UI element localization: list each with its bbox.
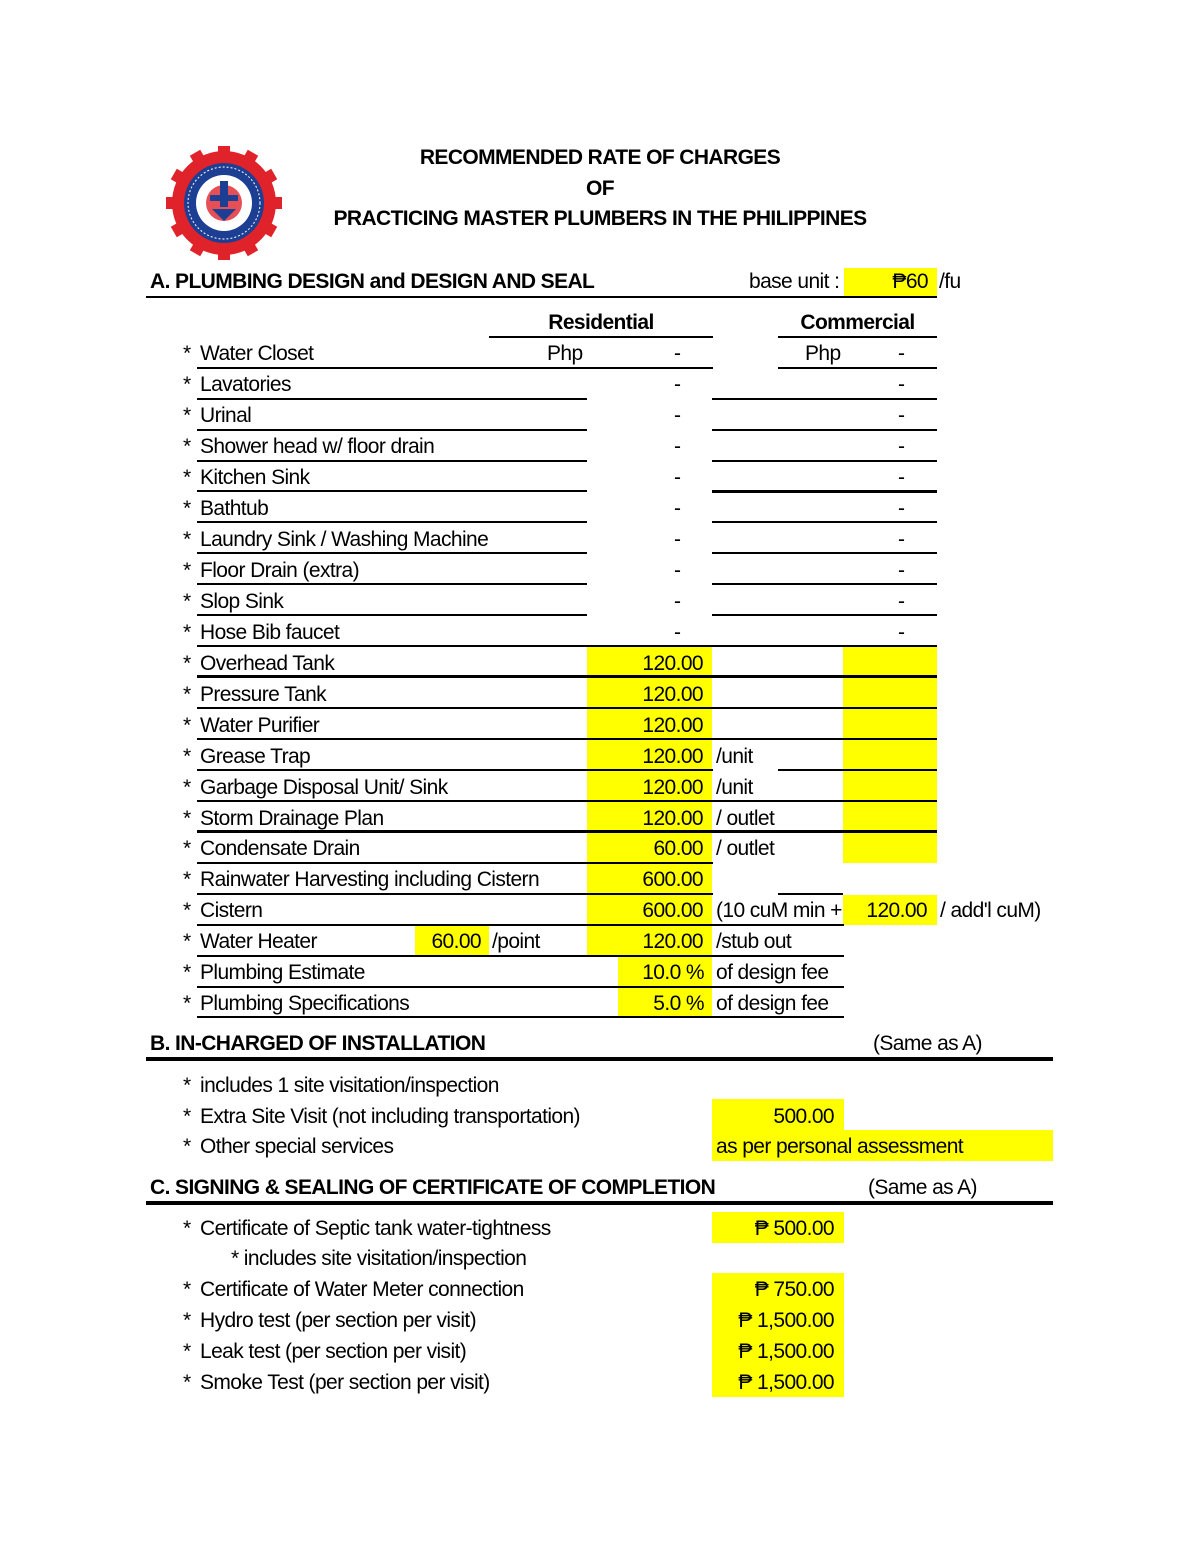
commercial-value: - [898, 466, 905, 489]
bullet: * [183, 1105, 191, 1128]
bullet: * [183, 652, 191, 675]
residential-value: 600.00 [642, 868, 703, 891]
section-a-title: A. PLUMBING DESIGN and DESIGN AND SEAL [150, 270, 595, 293]
bullet: * [183, 342, 191, 365]
unit-label: / outlet [716, 807, 775, 830]
residential-value: - [674, 373, 681, 396]
list-item: Hydro test (per section per visit) [200, 1309, 477, 1332]
row-label: Condensate Drain [200, 837, 360, 860]
residential-value: - [674, 621, 681, 644]
row-label: Water Heater [200, 930, 317, 953]
commercial-value: - [898, 435, 905, 458]
bullet: * [183, 745, 191, 768]
unit-label: of design fee [716, 992, 829, 1015]
residential-value: - [674, 590, 681, 613]
row-label: Grease Trap [200, 745, 311, 768]
row-label: Bathtub [200, 497, 269, 520]
row-label: Lavatories [200, 373, 291, 396]
bullet: * [183, 776, 191, 799]
bullet: * [183, 1340, 191, 1363]
list-item: Other special services [200, 1135, 394, 1158]
bullet: * [183, 373, 191, 396]
bullet: * [183, 992, 191, 1015]
list-item: Leak test (per section per visit) [200, 1340, 467, 1363]
unit-label: /unit [716, 745, 753, 768]
row-label: Urinal [200, 404, 252, 427]
list-item: Smoke Test (per section per visit) [200, 1371, 490, 1394]
list-item: includes 1 site visitation/inspection [200, 1074, 499, 1097]
base-unit-label: base unit : [749, 270, 840, 293]
fee-value: ₱ 500.00 [754, 1217, 834, 1240]
bullet: * [183, 466, 191, 489]
extra-visit-value: 500.00 [773, 1105, 834, 1128]
residential-value: 10.0 % [642, 961, 704, 984]
bullet: * [183, 1135, 191, 1158]
residential-value: - [674, 497, 681, 520]
bullet: * [183, 559, 191, 582]
col-residential-header: Residential [548, 311, 654, 334]
bullet: * [183, 1371, 191, 1394]
residential-value: 120.00 [642, 683, 703, 706]
residential-value: 5.0 % [653, 992, 704, 1015]
bullet: * [183, 1309, 191, 1332]
commercial-value: - [898, 590, 905, 613]
fee-value: ₱ 1,500.00 [738, 1309, 834, 1332]
residential-value: 120.00 [642, 930, 703, 953]
unit-label: of design fee [716, 961, 829, 984]
section-b-title: B. IN-CHARGED OF INSTALLATION [150, 1032, 486, 1055]
unit-label: (10 cuM min + [716, 899, 842, 922]
residential-value: 120.00 [642, 776, 703, 799]
commercial-value: - [898, 342, 905, 365]
row-label: Water Closet [200, 342, 314, 365]
doc-title-line2: OF [586, 177, 614, 200]
row-label: Floor Drain (extra) [200, 559, 359, 582]
commercial-value: - [898, 373, 905, 396]
php-label-commercial: Php [805, 342, 841, 365]
bullet: * [183, 1217, 191, 1240]
bullet: * [183, 621, 191, 644]
list-item: Certificate of Septic tank water-tightness [200, 1217, 551, 1240]
list-subitem: * includes site visitation/inspection [231, 1247, 527, 1270]
section-c-note: (Same as A) [868, 1176, 977, 1199]
bullet: * [183, 497, 191, 520]
commercial-value: - [898, 528, 905, 551]
row-label: Cistern [200, 899, 263, 922]
residential-value: - [674, 466, 681, 489]
residential-value: 60.00 [653, 837, 703, 860]
bullet: * [183, 714, 191, 737]
bullet: * [183, 961, 191, 984]
residential-value: - [674, 559, 681, 582]
bullet: * [183, 837, 191, 860]
residential-value: - [674, 528, 681, 551]
commercial-value: 120.00 [866, 899, 927, 922]
fee-value: ₱ 750.00 [754, 1278, 834, 1301]
residential-value: 120.00 [642, 652, 703, 675]
list-item: Extra Site Visit (not including transportation) [200, 1105, 580, 1128]
bullet: * [183, 404, 191, 427]
row-label: Storm Drainage Plan [200, 807, 384, 830]
bullet: * [183, 1278, 191, 1301]
bullet: * [183, 435, 191, 458]
doc-title-line3: PRACTICING MASTER PLUMBERS IN THE PHILIPPINES [333, 207, 867, 230]
residential-value: - [674, 404, 681, 427]
section-b-note: (Same as A) [873, 1032, 982, 1055]
commercial-value: - [898, 621, 905, 644]
special-services-value: as per personal assessment [716, 1135, 964, 1158]
residential-value: 120.00 [642, 714, 703, 737]
bullet: * [183, 868, 191, 891]
row-label: Rainwater Harvesting including Cistern [200, 868, 540, 891]
commercial-value: - [898, 559, 905, 582]
row-label: Garbage Disposal Unit/ Sink [200, 776, 448, 799]
residential-value: 120.00 [642, 807, 703, 830]
row-label: Laundry Sink / Washing Machine [200, 528, 489, 551]
row-label: Water Purifier [200, 714, 320, 737]
residential-value: 120.00 [642, 745, 703, 768]
unit-label: /point [492, 930, 540, 953]
unit-label: /stub out [716, 930, 792, 953]
commercial-value: - [898, 497, 905, 520]
organization-seal-icon [162, 146, 290, 260]
php-label-residential: Php [547, 342, 583, 365]
bullet: * [183, 590, 191, 613]
residential-value: - [674, 342, 681, 365]
row-label: Overhead Tank [200, 652, 335, 675]
col-commercial-header: Commercial [800, 311, 915, 334]
residential-value: - [674, 435, 681, 458]
base-unit-value: ₱60 [892, 270, 928, 293]
fee-value: ₱ 1,500.00 [738, 1340, 834, 1363]
fee-value: ₱ 1,500.00 [738, 1371, 834, 1394]
doc-title-line1: RECOMMENDED RATE OF CHARGES [419, 146, 781, 169]
list-item: Certificate of Water Meter connection [200, 1278, 524, 1301]
unit-label: /unit [716, 776, 753, 799]
row-label: Slop Sink [200, 590, 284, 613]
base-unit-suffix: /fu [939, 270, 961, 293]
bullet: * [183, 899, 191, 922]
row-label: Kitchen Sink [200, 466, 310, 489]
row-label: Plumbing Specifications [200, 992, 410, 1015]
row-label: Plumbing Estimate [200, 961, 365, 984]
section-c-title: C. SIGNING & SEALING OF CERTIFICATE OF COMPLETION [150, 1176, 716, 1199]
bullet: * [183, 1074, 191, 1097]
point-value: 60.00 [431, 930, 481, 953]
bullet: * [183, 930, 191, 953]
bullet: * [183, 807, 191, 830]
row-label: Hose Bib faucet [200, 621, 340, 644]
unit-label: / outlet [716, 837, 775, 860]
row-label: Shower head w/ floor drain [200, 435, 435, 458]
row-label: Pressure Tank [200, 683, 327, 706]
bullet: * [183, 683, 191, 706]
bullet: * [183, 528, 191, 551]
residential-value: 600.00 [642, 899, 703, 922]
unit-label: / add'l cuM) [940, 899, 1041, 922]
commercial-value: - [898, 404, 905, 427]
